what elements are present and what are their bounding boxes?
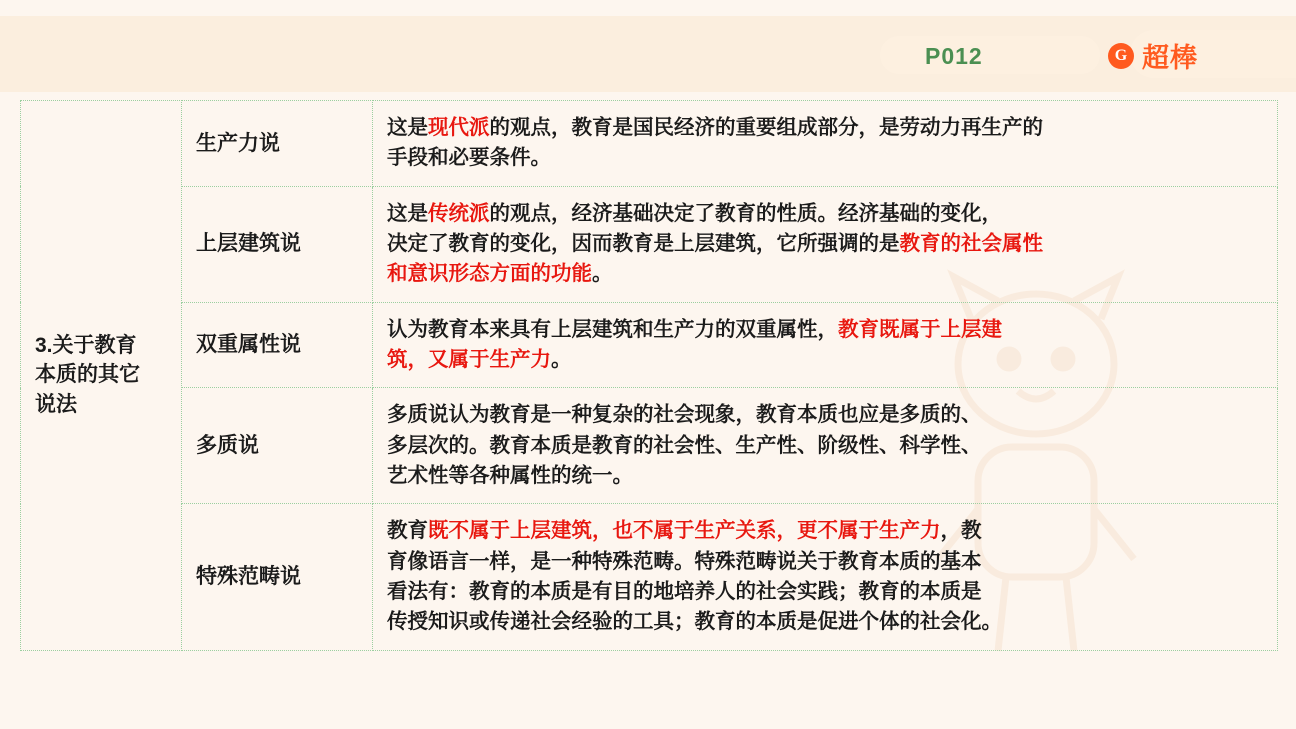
term-name-cell xyxy=(182,388,373,504)
term-name-cell xyxy=(182,186,373,302)
text-run: 手段和必要条件。 xyxy=(387,146,551,170)
term-name-cell xyxy=(182,504,373,650)
text-run: 认为教育本来具有上层建筑和生产力的双重属性， xyxy=(387,317,838,341)
term-description-cell xyxy=(373,302,1278,388)
highlighted-text: 教育的社会属性 xyxy=(899,231,1043,255)
term-name: 上层建筑说 xyxy=(196,232,301,256)
description-line xyxy=(387,400,1263,430)
page-header xyxy=(0,0,1296,92)
description-line xyxy=(387,516,1263,546)
row-group-label-cell xyxy=(21,101,182,651)
brand-logo-icon: G xyxy=(1108,43,1134,69)
highlighted-text: 现代派 xyxy=(428,116,490,139)
text-run: 的观点，教育是国民经济的重要组成部分，是劳动力再生产的 xyxy=(489,116,1043,139)
highlighted-text: 筑，又属于生产力 xyxy=(387,347,551,371)
text-run: 看法有：教育的本质是有目的地培养人的社会实践；教育的本质是 xyxy=(387,579,982,603)
term-name: 特殊范畴说 xyxy=(196,565,301,589)
term-name: 多质说 xyxy=(196,434,259,458)
header-top-strip xyxy=(0,0,1296,16)
text-run: 传授知识或传递社会经验的工具；教育的本质是促进个体的社会化。 xyxy=(387,610,1002,634)
description-line xyxy=(387,607,1263,637)
term-description-cell xyxy=(373,101,1278,187)
description-line xyxy=(387,259,1263,289)
text-run: 多层次的。教育本质是教育的社会性、生产性、阶级性、科学性、 xyxy=(387,433,982,457)
highlighted-text: 传统派 xyxy=(428,201,490,225)
description-line xyxy=(387,143,1263,173)
page-number-label: P012 xyxy=(925,43,983,69)
description-line xyxy=(387,431,1263,461)
highlighted-text: 教育既属于上层建 xyxy=(838,317,1002,341)
description-line xyxy=(387,461,1263,491)
term-description xyxy=(373,504,1277,649)
description-line xyxy=(387,315,1263,345)
text-run: 决定了教育的变化，因而教育是上层建筑，它所强调的是 xyxy=(387,231,900,255)
term-description xyxy=(373,303,1277,388)
table-row xyxy=(21,101,1278,187)
text-run: 育像语言一样，是一种特殊范畴。特殊范畴说关于教育本质的基本 xyxy=(387,549,982,573)
row-group-label xyxy=(21,321,181,430)
text-run: 这是 xyxy=(387,116,428,139)
text-run: 多质说认为教育是一种复杂的社会现象，教育本质也应是多质的、 xyxy=(387,403,982,427)
description-line xyxy=(387,113,1263,143)
description-line xyxy=(387,577,1263,607)
term-name: 生产力说 xyxy=(196,131,280,155)
term-description-cell xyxy=(373,388,1278,504)
term-name: 双重属性说 xyxy=(196,333,301,357)
description-line xyxy=(387,547,1263,577)
description-line xyxy=(387,199,1263,229)
text-run: ，教 xyxy=(940,519,982,543)
text-run: 教育 xyxy=(387,519,428,543)
table-row xyxy=(21,302,1278,388)
table-row xyxy=(21,504,1278,650)
table-row xyxy=(21,186,1278,302)
highlighted-text: 既不属于上层建筑，也不属于生产关系，更不属于生产力 xyxy=(428,519,941,543)
text-run: 艺术性等各种属性的统一。 xyxy=(387,463,633,487)
text-run: 。 xyxy=(592,262,613,286)
term-name-cell xyxy=(182,302,373,388)
term-name-cell xyxy=(182,101,373,187)
description-line xyxy=(387,345,1263,375)
text-run: 的观点，经济基础决定了教育的性质。经济基础的变化， xyxy=(489,201,1002,225)
highlighted-text: 和意识形态方面的功能 xyxy=(387,262,592,286)
text-run: 。 xyxy=(551,347,572,371)
description-line xyxy=(387,229,1263,259)
brand xyxy=(1108,36,1198,75)
row-group-label-line: 本质的其它 xyxy=(35,363,140,387)
term-description xyxy=(373,101,1277,186)
page-number-pill xyxy=(880,36,1100,74)
row-group-label-line: 3.关于教育 xyxy=(35,333,137,357)
brand-name-label: 超棒 xyxy=(1142,43,1198,73)
content-table-wrapper xyxy=(20,100,1278,651)
term-description xyxy=(373,388,1277,503)
table-body xyxy=(21,101,1278,651)
text-run: 这是 xyxy=(387,201,428,225)
row-group-label-line: 说法 xyxy=(35,393,77,417)
table-row xyxy=(21,388,1278,504)
content-table xyxy=(20,100,1278,651)
term-description-cell xyxy=(373,186,1278,302)
term-description-cell xyxy=(373,504,1278,650)
term-description xyxy=(373,187,1277,302)
